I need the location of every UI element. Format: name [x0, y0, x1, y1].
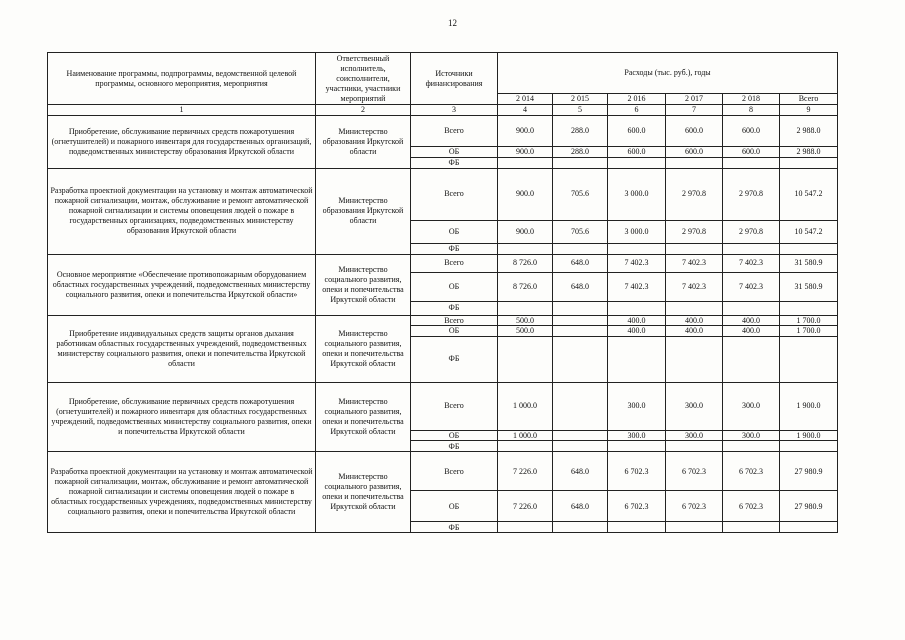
value-cell: 8 726.0 [498, 272, 553, 301]
value-cell: 2 970.8 [666, 220, 723, 243]
value-cell: 648.0 [553, 272, 608, 301]
source-cell: ОБ [411, 272, 498, 301]
value-cell: 10 547.2 [780, 220, 838, 243]
value-cell: 27 980.9 [780, 491, 838, 522]
value-cell: 1 000.0 [498, 430, 553, 441]
source-cell: Всего [411, 254, 498, 272]
source-cell: ОБ [411, 220, 498, 243]
value-cell [553, 315, 608, 326]
header-year: 2 017 [666, 94, 723, 105]
value-cell: 600.0 [723, 146, 780, 157]
responsible-cell: Министерство социального развития, опеки и попечительства Иркутской области [316, 452, 411, 533]
value-cell: 300.0 [666, 382, 723, 430]
value-cell: 400.0 [608, 315, 666, 326]
value-cell: 400.0 [666, 315, 723, 326]
value-cell [553, 441, 608, 452]
value-cell: 3 000.0 [608, 220, 666, 243]
source-cell: Всего [411, 115, 498, 146]
activity-name-cell: Приобретение, обслуживание первичных средств пожаротушения (огнетушителей) и пожарного инвентаря для государственных организаций, подведомственных министерству образования Иркутской области [48, 115, 316, 168]
value-cell [608, 157, 666, 168]
responsible-cell: Министерство образования Иркутской области [316, 168, 411, 254]
source-cell: Всего [411, 452, 498, 491]
value-cell: 300.0 [723, 430, 780, 441]
source-cell: Всего [411, 168, 498, 220]
value-cell [553, 430, 608, 441]
value-cell: 900.0 [498, 168, 553, 220]
table-row [48, 254, 838, 272]
responsible-cell: Министерство социального развития, опеки и попечительства Иркутской области [316, 254, 411, 315]
value-cell: 6 702.3 [666, 491, 723, 522]
value-cell [608, 441, 666, 452]
header-year: Всего [780, 94, 838, 105]
value-cell [780, 336, 838, 382]
value-cell: 600.0 [666, 146, 723, 157]
value-cell: 600.0 [723, 115, 780, 146]
value-cell [498, 441, 553, 452]
value-cell: 1 700.0 [780, 315, 838, 326]
source-cell: ОБ [411, 430, 498, 441]
header-year: 2 015 [553, 94, 608, 105]
value-cell: 1 000.0 [498, 382, 553, 430]
value-cell [498, 243, 553, 254]
column-number: 7 [666, 105, 723, 116]
value-cell: 288.0 [553, 115, 608, 146]
value-cell [553, 326, 608, 337]
value-cell: 2 988.0 [780, 146, 838, 157]
column-number-row [48, 105, 838, 116]
activity-name-cell: Приобретение, обслуживание первичных средств пожаротушения (огнетушителей) и пожарного инвентаря для областных государственных учреждений, подведомственных министерству социального развития, опеки и попечительства Иркутской области [48, 382, 316, 452]
column-number: 2 [316, 105, 411, 116]
value-cell: 1 700.0 [780, 326, 838, 337]
source-cell: ОБ [411, 326, 498, 337]
value-cell: 7 402.3 [723, 254, 780, 272]
table-row [48, 452, 838, 491]
page-number: 12 [448, 18, 457, 28]
value-cell: 7 402.3 [608, 272, 666, 301]
value-cell [608, 243, 666, 254]
source-cell: ФБ [411, 243, 498, 254]
value-cell: 900.0 [498, 115, 553, 146]
value-cell [780, 441, 838, 452]
value-cell: 31 580.9 [780, 272, 838, 301]
value-cell [666, 243, 723, 254]
value-cell: 6 702.3 [666, 452, 723, 491]
value-cell: 288.0 [553, 146, 608, 157]
value-cell: 300.0 [666, 430, 723, 441]
value-cell [666, 336, 723, 382]
header-year: 2 016 [608, 94, 666, 105]
value-cell: 400.0 [608, 326, 666, 337]
source-cell: Всего [411, 315, 498, 326]
value-cell: 6 702.3 [723, 452, 780, 491]
responsible-cell: Министерство образования Иркутской области [316, 115, 411, 168]
header-year: 2 014 [498, 94, 553, 105]
budget-table [47, 52, 838, 533]
value-cell [723, 157, 780, 168]
value-cell: 648.0 [553, 254, 608, 272]
value-cell: 648.0 [553, 491, 608, 522]
source-cell: ФБ [411, 441, 498, 452]
value-cell [666, 522, 723, 533]
value-cell: 2 988.0 [780, 115, 838, 146]
header-sources: Источники финансирования [411, 53, 498, 105]
value-cell [553, 382, 608, 430]
table-row [48, 168, 838, 220]
value-cell: 705.6 [553, 168, 608, 220]
value-cell: 6 702.3 [608, 491, 666, 522]
value-cell [723, 441, 780, 452]
column-number: 8 [723, 105, 780, 116]
value-cell: 300.0 [608, 430, 666, 441]
header-name: Наименование программы, подпрограммы, ведомственной целевой программы, основного мероприятия, мероприятия [48, 53, 316, 105]
column-number: 6 [608, 105, 666, 116]
source-cell: ОБ [411, 146, 498, 157]
value-cell [498, 336, 553, 382]
column-number: 3 [411, 105, 498, 116]
column-number: 9 [780, 105, 838, 116]
source-cell: Всего [411, 382, 498, 430]
value-cell [553, 301, 608, 315]
value-cell: 400.0 [723, 326, 780, 337]
value-cell: 600.0 [666, 115, 723, 146]
value-cell [498, 301, 553, 315]
source-cell: ОБ [411, 491, 498, 522]
activity-name-cell: Приобретение индивидуальных средств защиты органов дыхания работникам областных государственных учреждений, подведомственных министерству социального развития, опеки и попечительства Иркутской области [48, 315, 316, 382]
value-cell: 500.0 [498, 326, 553, 337]
value-cell [666, 157, 723, 168]
value-cell [666, 441, 723, 452]
value-cell [608, 522, 666, 533]
column-number: 5 [553, 105, 608, 116]
source-cell: ФБ [411, 301, 498, 315]
value-cell [498, 522, 553, 533]
value-cell: 7 402.3 [666, 272, 723, 301]
value-cell: 3 000.0 [608, 168, 666, 220]
value-cell: 648.0 [553, 452, 608, 491]
value-cell: 300.0 [723, 382, 780, 430]
header-expenses: Расходы (тыс. руб.), годы [498, 53, 838, 94]
value-cell: 7 402.3 [608, 254, 666, 272]
value-cell [780, 243, 838, 254]
source-cell: ФБ [411, 336, 498, 382]
activity-name-cell: Разработка проектной документации на установку и монтаж автоматической пожарной сигнализации, монтаж, обслуживание и ремонт автоматической пожарной сигнализации и системы оповещения людей о пожаре в государственных организациях, подведомственных министерству образования Иркутской области [48, 168, 316, 254]
value-cell: 10 547.2 [780, 168, 838, 220]
value-cell: 705.6 [553, 220, 608, 243]
value-cell [553, 157, 608, 168]
source-cell: ФБ [411, 157, 498, 168]
value-cell [498, 157, 553, 168]
header-year: 2 018 [723, 94, 780, 105]
value-cell: 7 402.3 [666, 254, 723, 272]
value-cell: 1 900.0 [780, 382, 838, 430]
value-cell [608, 301, 666, 315]
value-cell [553, 243, 608, 254]
header-responsible: Ответственный исполнитель, соисполнители, участники, участники мероприятий [316, 53, 411, 105]
value-cell: 6 702.3 [608, 452, 666, 491]
value-cell: 900.0 [498, 220, 553, 243]
value-cell: 27 980.9 [780, 452, 838, 491]
value-cell [723, 336, 780, 382]
value-cell [723, 243, 780, 254]
value-cell: 300.0 [608, 382, 666, 430]
value-cell [780, 157, 838, 168]
value-cell: 400.0 [723, 315, 780, 326]
value-cell [553, 336, 608, 382]
value-cell [608, 336, 666, 382]
value-cell: 31 580.9 [780, 254, 838, 272]
value-cell: 900.0 [498, 146, 553, 157]
value-cell: 2 970.8 [666, 168, 723, 220]
value-cell [780, 522, 838, 533]
value-cell: 7 402.3 [723, 272, 780, 301]
table-body [48, 53, 838, 533]
value-cell [723, 522, 780, 533]
value-cell [723, 301, 780, 315]
activity-name-cell: Основное мероприятие «Обеспечение противопожарным оборудованием областных государственных учреждений, подведомственных министерству социального развития, опеки и попечительства Иркутской области» [48, 254, 316, 315]
table-row [48, 382, 838, 430]
value-cell: 2 970.8 [723, 168, 780, 220]
value-cell: 500.0 [498, 315, 553, 326]
activity-name-cell: Разработка проектной документации на установку и монтаж автоматической пожарной сигнализации, монтаж, обслуживание и ремонт автоматической пожарной сигнализации и системы оповещения людей о пожаре в областных государственных учреждениях, подведомственных министерству социального развития, опеки и попечительства Иркутской области [48, 452, 316, 533]
responsible-cell: Министерство социального развития, опеки и попечительства Иркутской области [316, 382, 411, 452]
value-cell: 7 226.0 [498, 452, 553, 491]
value-cell [666, 301, 723, 315]
value-cell: 6 702.3 [723, 491, 780, 522]
value-cell: 1 900.0 [780, 430, 838, 441]
table-row [48, 315, 838, 326]
value-cell: 600.0 [608, 146, 666, 157]
source-cell: ФБ [411, 522, 498, 533]
column-number: 1 [48, 105, 316, 116]
value-cell [780, 301, 838, 315]
table-row [48, 115, 838, 146]
value-cell: 400.0 [666, 326, 723, 337]
value-cell: 7 226.0 [498, 491, 553, 522]
value-cell [553, 522, 608, 533]
value-cell: 2 970.8 [723, 220, 780, 243]
value-cell: 8 726.0 [498, 254, 553, 272]
column-number: 4 [498, 105, 553, 116]
header-row [48, 53, 838, 94]
value-cell: 600.0 [608, 115, 666, 146]
responsible-cell: Министерство социального развития, опеки и попечительства Иркутской области [316, 315, 411, 382]
